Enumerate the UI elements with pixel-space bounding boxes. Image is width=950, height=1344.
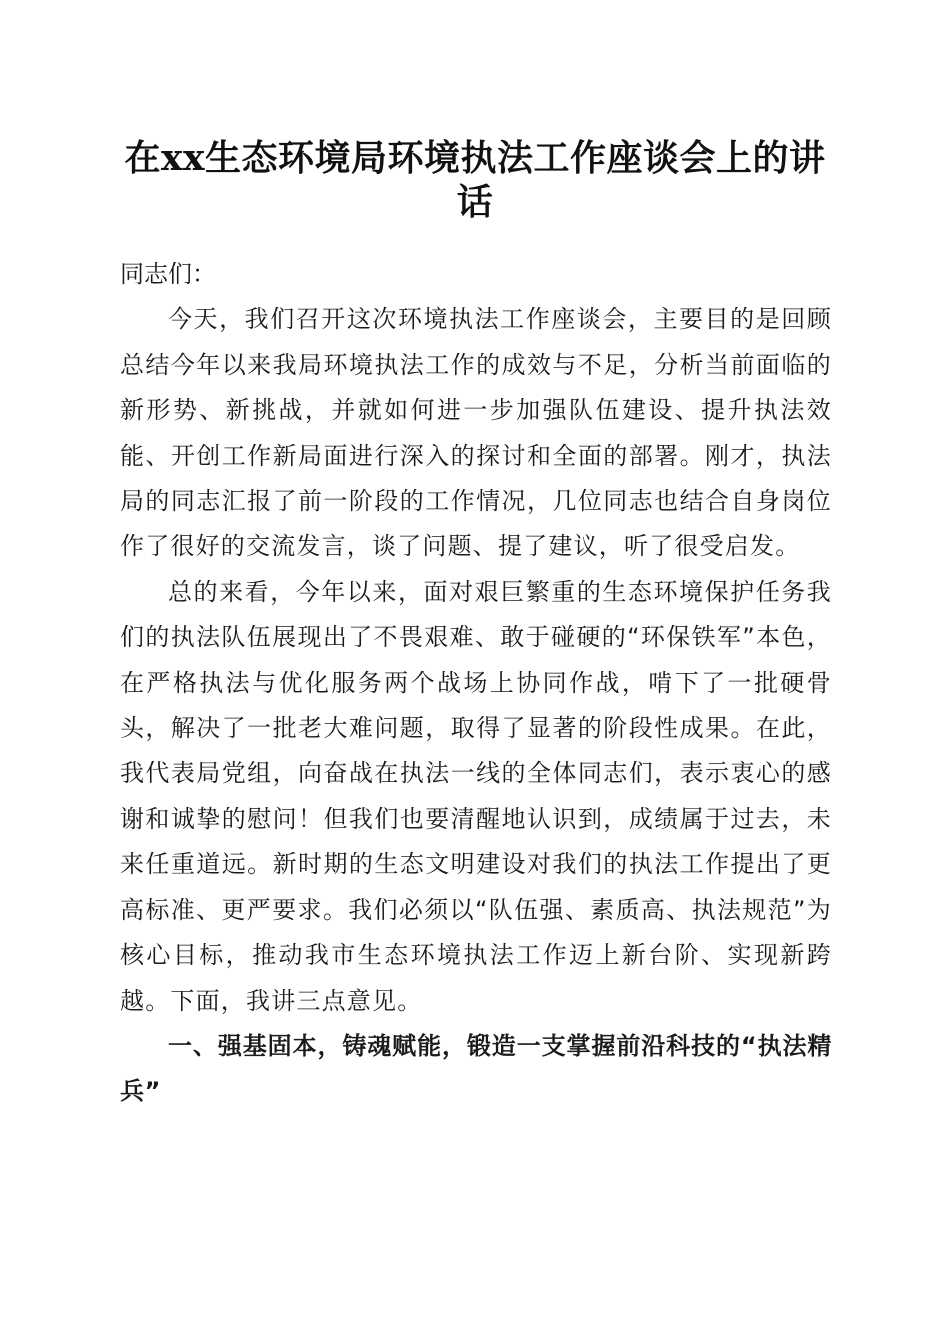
document-title: 在xx生态环境局环境执法工作座谈会上的讲话	[124, 137, 826, 223]
section-heading-one: 一、强基固本，铸魂赋能，锻造一支掌握前沿科技的“执法精兵”	[120, 1031, 832, 1106]
salutation: 同志们：	[120, 260, 216, 288]
paragraph-summary: 总的来看，今年以来，面对艰巨繁重的生态环境保护任务我们的执法队伍展现出了不畏艰难、敢于碰硬的“环保铁军”本色，在严格执法与优化服务两个战场上协同作战，啃下了一批硬骨头，解决了一批老大难问题，取得了显著的阶段性成果。在此，我代表局党组，向奋战在执法一线的全体同志们，表示衷心的感谢和诚挚的慰问！但我们也要清醒地认识到，成绩属于过去，未来任重道远。新时期的生态文明建设对我们的执法工作提出了更高标准、更严要求。我们必须以“队伍强、素质高、执法规范”为核心目标，推动我市生态环境执法工作迈上新台阶、实现新跨越。下面，我讲三点意见。	[120, 577, 832, 1015]
paragraph-opening: 今天，我们召开这次环境执法工作座谈会，主要目的是回顾总结今年以来我局环境执法工作的成效与不足，分析当前面临的新形势、新挑战，并就如何进一步加强队伍建设、提升执法效能、开创工作新局面进行深入的探讨和全面的部署。刚才，执法局的同志汇报了前一阶段的工作情况，几位同志也结合自身岗位作了很好的交流发言，谈了问题、提了建议，听了很受启发。	[120, 305, 832, 561]
document-body	[120, 252, 832, 1115]
